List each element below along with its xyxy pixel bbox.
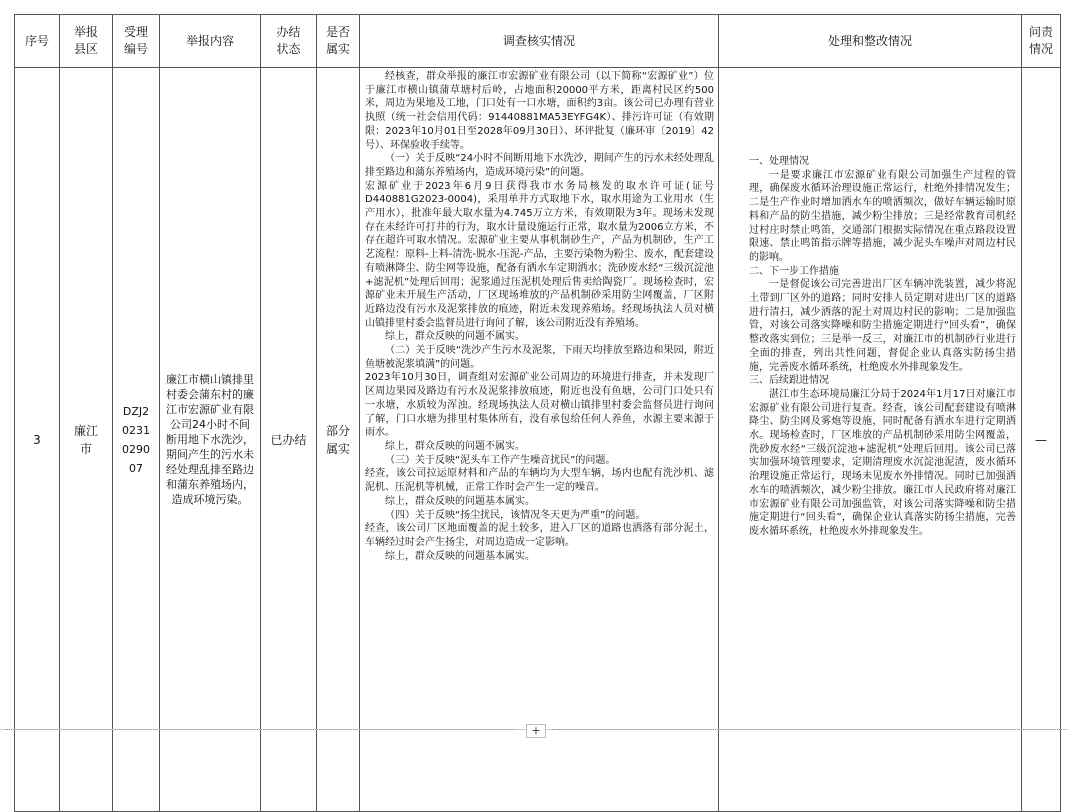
header-rectification: 处理和整改情况 — [719, 15, 1022, 68]
header-accountability: 问责情况 — [1022, 15, 1061, 68]
survey-para: 经查，该公司厂区地面覆盖的泥土较多，进入厂区的道路也洒落有部分泥土，车辆经过时会产生扬尘，对周边造成一定影响。 — [365, 523, 714, 548]
rect-heading: 二、下一步工作措施 — [749, 265, 839, 277]
survey-para: 综上，群众反映的问题基本属实。 — [385, 550, 535, 562]
add-row-button[interactable]: + — [526, 724, 546, 738]
survey-para: （一）关于反映“24小时不间断用地下水洗沙，期间产生的污水未经处理乱排至路边和蒲东养殖场内，造成环境污染”的问题。 — [365, 153, 714, 178]
cell-rectification — [719, 68, 1022, 812]
cell-survey — [360, 68, 719, 812]
cell-status: 已办结 — [261, 68, 317, 812]
header-content: 举报内容 — [160, 15, 261, 68]
survey-para: （四）关于反映“扬尘扰民，该情况冬天更为严重”的问题。 — [385, 509, 646, 521]
survey-para: （三）关于反映“泥头车工作产生噪音扰民”的问题。 — [385, 454, 616, 466]
rect-heading: 一、处理情况 — [749, 156, 809, 167]
cell-no: 3 — [15, 68, 60, 812]
survey-para: 综上，群众反映的问题基本属实。 — [385, 495, 535, 507]
header-code: 受理编号 — [113, 15, 160, 68]
dotted-guide-right — [552, 729, 1062, 731]
header-row — [15, 15, 1061, 68]
header-confirmed: 是否属实 — [317, 15, 360, 68]
rect-para: 一是要求廉江市宏源矿业有限公司加强生产过程的管理，确保废水循环治理设施正常运行，杜绝外排情况发生；二是生产作业时增加洒水车的喷洒频次，做好车辆运输时原料和产品的防尘措施，减少粉尘排放；三是经常教育司机经过村庄时禁止鸣笛，交通部门根据实际情况在重点路段设置限速、禁止鸣笛指示牌等措施，减少泥头车噪声对周边村民的影响。 — [749, 169, 1016, 263]
report-table — [14, 14, 1061, 812]
rect-para: 一是督促该公司完善进出厂区车辆冲洗装置，减少将泥土带到厂区外的道路；同时安排人员定期对进出厂区的道路进行清扫，减少洒落的泥土对周边村民的影响；二是加强监管，对该公司落实降噪和防尘措施定期进行“回头看”，确保整改落实到位；三是举一反三，对廉江市的机制砂行业进行全面的排查，列出共性问题，督促企业认真落实防扬尘措施，完善废水循环系统，杜绝废水外排现象发生。 — [749, 279, 1016, 373]
survey-para: 综上，群众反映的问题不属实。 — [385, 440, 525, 452]
header-no: 序号 — [15, 15, 60, 68]
table-row — [15, 68, 1061, 812]
rect-heading: 三、后续跟进情况 — [749, 375, 829, 387]
survey-para: 2023年10月30日，调查组对宏源矿业公司周边的环境进行排查，并未发现厂区周边果园及路边有污水及泥浆排放痕迹，附近也没有鱼塘，公司门口处只有一水塘，水质较为浑浊。经现场执法人员对横山镇排里村委会监督员进行询问了解，门口水塘为排里村集体所有，没有承包给任何人养鱼，水源主要来源于雨水。 — [365, 372, 714, 439]
dotted-guide-left — [6, 729, 516, 731]
cell-code: DZJ20231029007 — [113, 68, 160, 812]
header-survey: 调查核实情况 — [360, 15, 719, 68]
survey-para: 宏源矿业于2023年6月9日获得我市水务局核发的取水许可证(证号D440881G2023-0004)，采用单井方式取地下水，取水用途为工业用水（生产用水），批准年最大取水量为4.745万立方米，有效期限为3年。现场未发现存在未经许可打井的行为，取水计量设施运行正常，取水量为2006立方米，不存在超许可取水情况。宏源矿业主要从事机制砂生产，产品为机制砂，生产工艺流程：原料-上料-清洗-脱水-压泥-产品，主要污染物为粉尘、废水，配套建设有喷淋降尘、防尘网等设施，配备有洒水车定期洒水；洗砂废水经“三级沉淀池+滤泥机”处理后回用；泥浆通过压泥机处理后售卖给陶瓷厂。现场检查时，宏源矿业未开展生产活动，厂区现场堆放的产品机制砂采用防尘网覆盖，厂区附近路边没有污水及泥浆排放的痕迹，附近未发现养殖场。经现场执法人员对横山镇排里村委会监督员进行询问了解，该公司附近没有养殖场。 — [365, 180, 714, 329]
survey-para: （二）关于反映“洗沙产生污水及泥浆，下雨天均排放至路边和果园，附近鱼塘被泥浆填满”的问题。 — [365, 345, 714, 370]
report-table-sheet — [14, 14, 1060, 723]
survey-para: 综上，群众反映的问题不属实。 — [385, 331, 525, 343]
cell-county: 廉江市 — [60, 68, 113, 812]
survey-para: 经查，该公司拉运原材料和产品的车辆均为大型车辆，场内也配有洗沙机、滤泥机、压泥机等机械，正常工作时会产生一定的噪音。 — [365, 468, 714, 494]
survey-para: 经核查，群众举报的廉江市宏源矿业有限公司（以下简称“宏源矿业”）位于廉江市横山镇蒲草塘村后岭，占地面积20000平方米，距离村民区约500米，周边为果地及工地，门口处有一口水塘，面积约3亩。该公司已办理有营业执照（统一社会信用代码：91440881MA53EYFG4K）、排污许可证（有效期限：2023年10月01日至2028年09月30日）、环评批复（廉环审〔2019〕42号）、环保验收手续等。 — [365, 71, 714, 151]
header-county: 举报县区 — [60, 15, 113, 68]
bottom-bar — [0, 723, 1068, 737]
header-status: 办结状态 — [261, 15, 317, 68]
rect-para: 湛江市生态环境局廉江分局于2024年1月17日对廉江市宏源矿业有限公司进行复查。经查，该公司配套建设有喷淋降尘、防尘网及雾炮等设施，同时配备有洒水车进行定期洒水。现场检查时，厂区堆放的产品机制砂采用防尘网覆盖，洗砂废水经“三级沉淀池+滤泥机”处理后回用。该公司已落实加强环境管理要求，定期清理废水沉淀池泥渣，废水循环治理设施正常运行，现场未见废水外排情况。同时已加强洒水车的喷洒频次，减少粉尘排放。廉江市人民政府将对廉江市宏源矿业有限公司加强监管，对该公司落实降噪和防尘措施定期进行“回头看”，确保企业认真落实防扬尘措施，完善废水循环系统，杜绝废水外排现象发生。 — [749, 388, 1016, 537]
cell-content: 廉江市横山镇排里村委会蒲东村的廉江市宏源矿业有限公司24小时不间断用地下水洗沙，期间产生的污水未经处理乱排至路边和蒲东养殖场内，造成环境污染。 — [160, 68, 261, 812]
cell-confirmed: 部分属实 — [317, 68, 360, 812]
cell-accountability: — — [1022, 68, 1061, 812]
